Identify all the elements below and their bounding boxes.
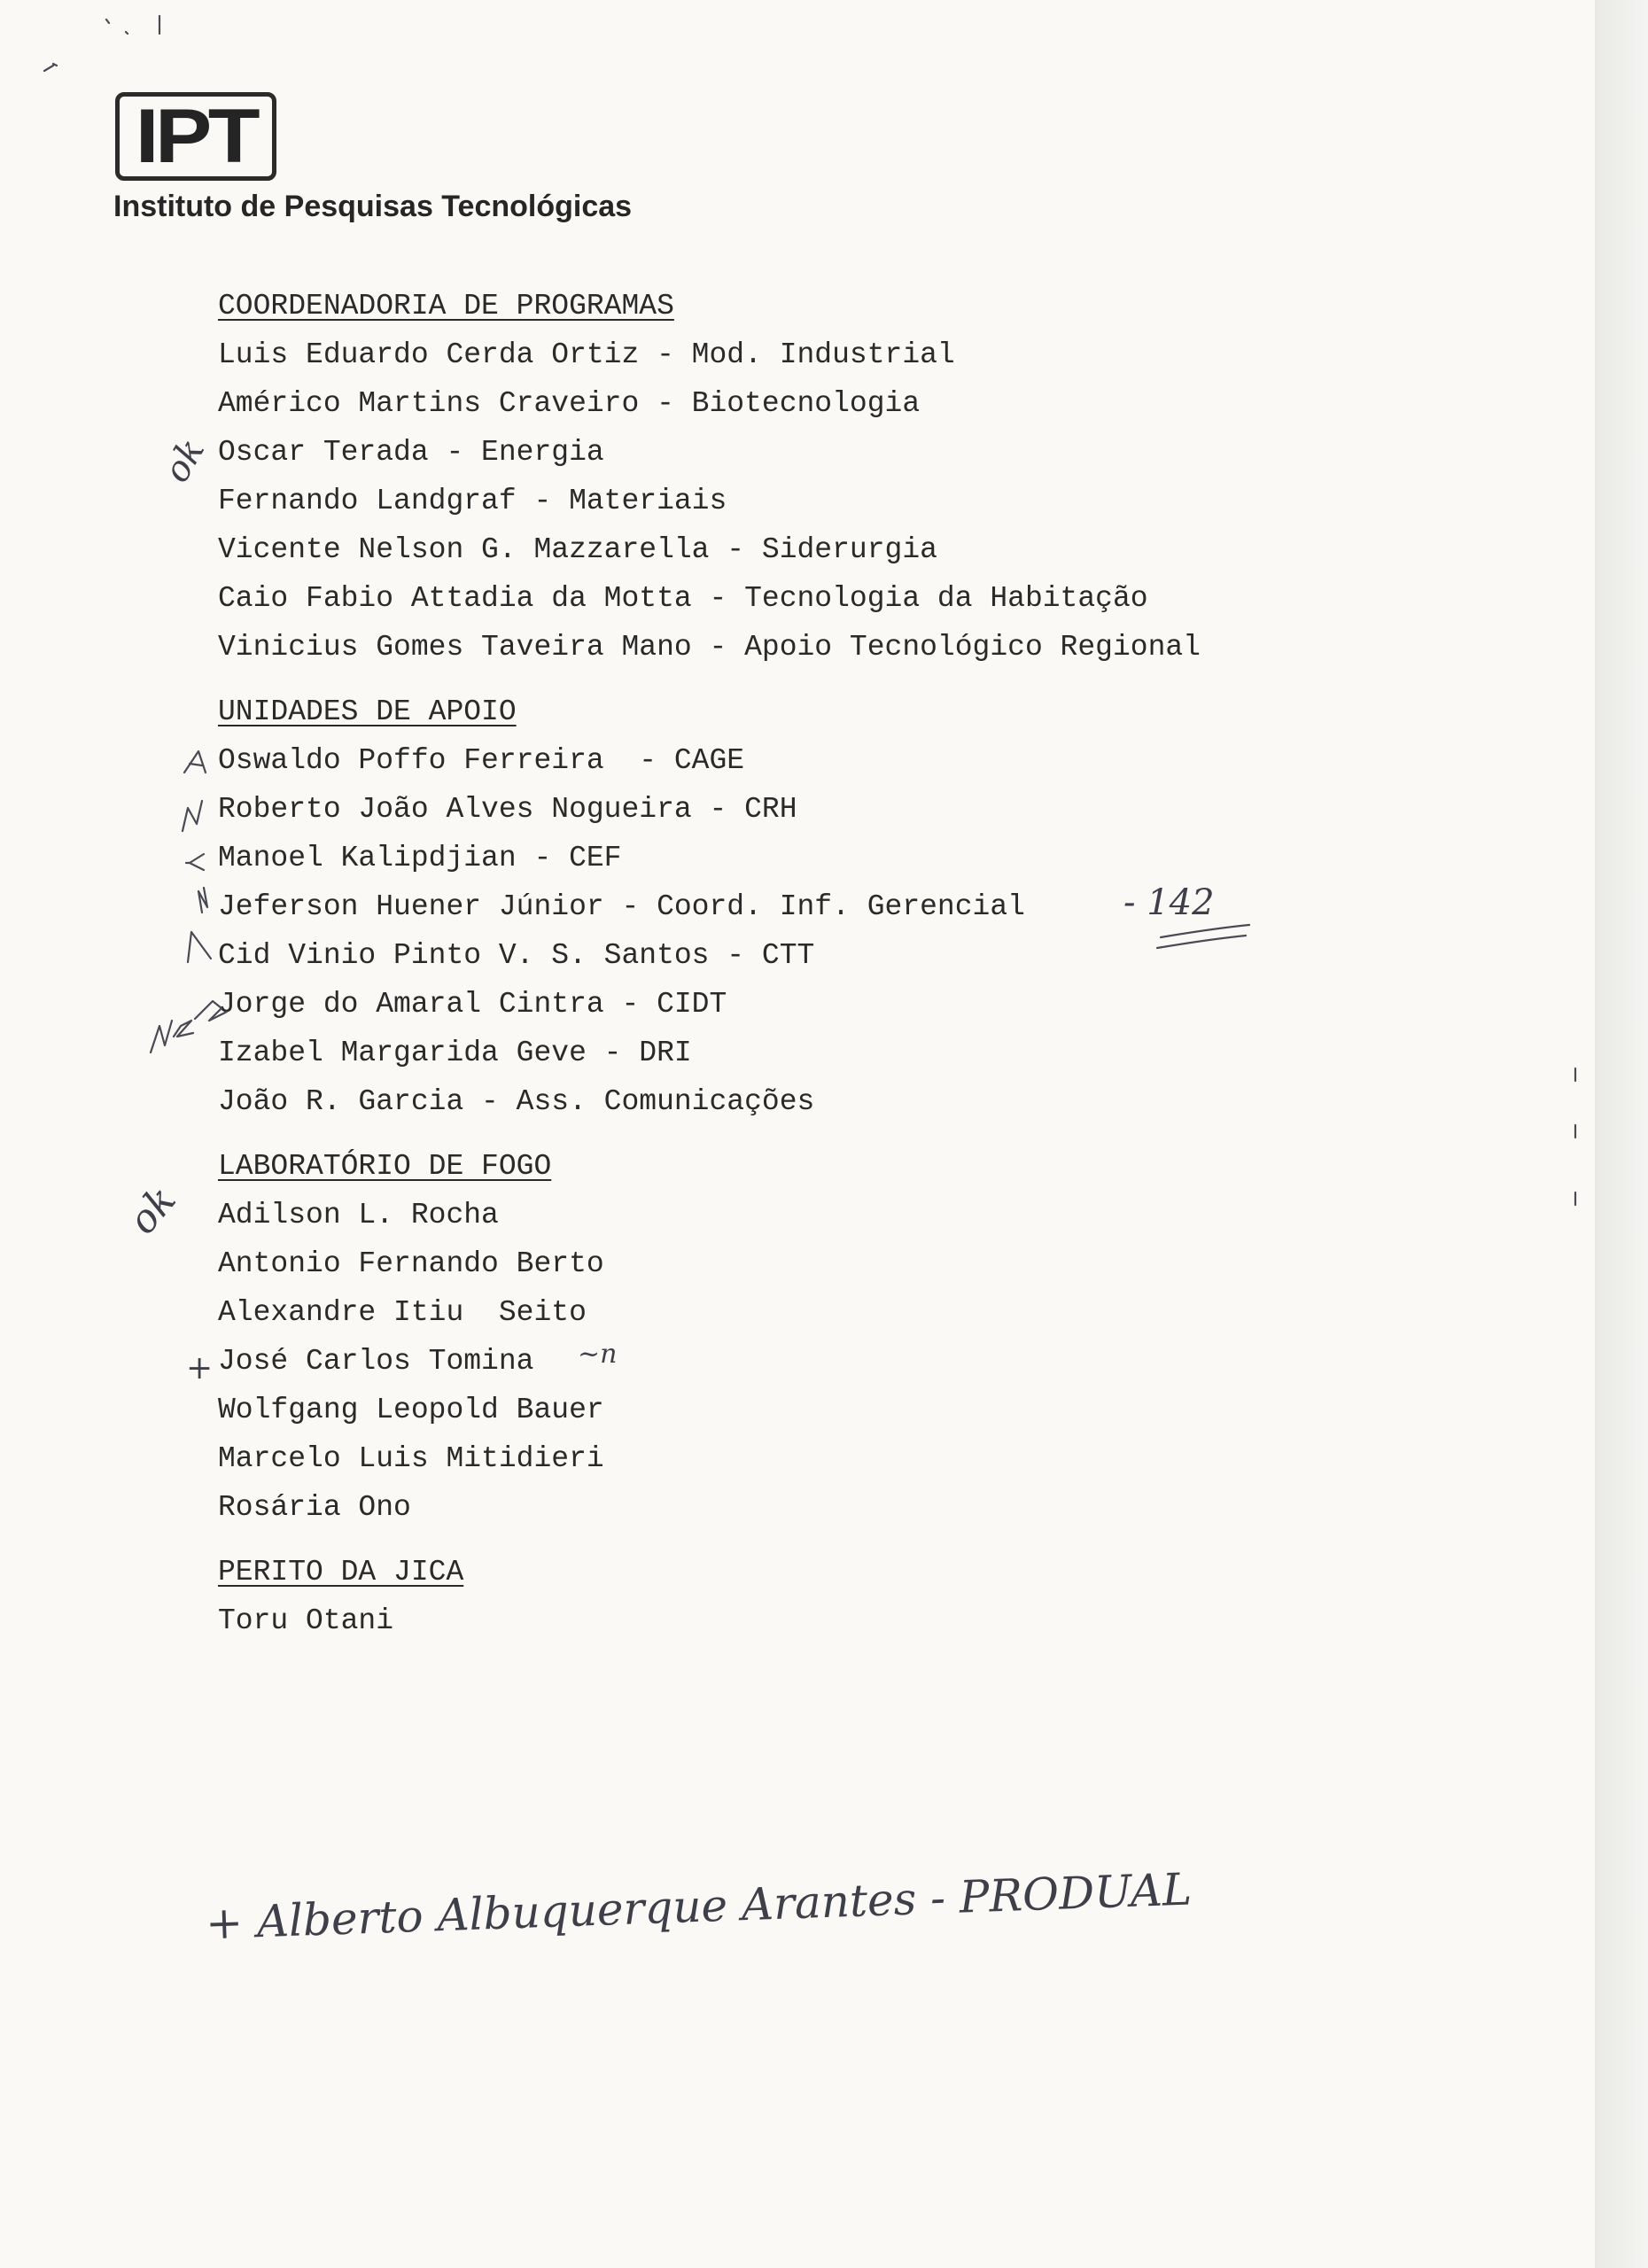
- section-unidades-de-apoio: [218, 687, 1547, 1126]
- list-item: Antonio Fernando Berto: [218, 1247, 604, 1280]
- page-edge: [1595, 0, 1648, 2268]
- section-heading: UNIDADES DE APOIO: [218, 695, 517, 728]
- list-item: Marcelo Luis Mitidieri: [218, 1442, 604, 1475]
- handwritten-ok: ok: [156, 431, 214, 490]
- section-heading: COORDENADORIA DE PROGRAMAS: [218, 290, 674, 322]
- list-item: Luis Eduardo Cerda Ortiz - Mod. Industrial: [218, 338, 955, 371]
- staff-list: [218, 282, 1547, 1645]
- section-laboratorio-de-fogo: [218, 1142, 1547, 1532]
- list-item: Oswaldo Poffo Ferreira - CAGE: [218, 744, 745, 777]
- list-item: Jorge do Amaral Cintra - CIDT: [218, 988, 727, 1021]
- list-item: João R. Garcia - Ass. Comunicações: [218, 1085, 815, 1118]
- list-item: Jeferson Huener Júnior - Coord. Inf. Gerencial: [218, 890, 1025, 923]
- list-item: Fernando Landgraf - Materiais: [218, 485, 727, 517]
- ipt-logo: [115, 92, 276, 181]
- handwritten-plus: +: [186, 1350, 214, 1386]
- list-item: Rosária Ono: [218, 1491, 411, 1524]
- list-item: José Carlos Tomina: [218, 1345, 534, 1378]
- list-item: Izabel Margarida Geve - DRI: [218, 1037, 692, 1069]
- list-item: Wolfgang Leopold Bauer: [218, 1394, 604, 1426]
- list-item: Cid Vinio Pinto V. S. Santos - CTT: [218, 939, 815, 972]
- handwritten-number: - 142: [1123, 882, 1215, 923]
- institution-name: Instituto de Pesquisas Tecnológicas: [113, 190, 633, 223]
- handwritten-tilde-note: ~n: [578, 1339, 618, 1370]
- list-item: Vinicius Gomes Taveira Mano - Apoio Tecnológico Regional: [218, 631, 1201, 664]
- handwritten-addendum: + Alberto Albuquerque Arantes - PRODUAL: [205, 1863, 1193, 1950]
- list-item: Caio Fabio Attadia da Motta - Tecnologia da Habitação: [218, 582, 1148, 615]
- list-item: Manoel Kalipdjian - CEF: [218, 842, 622, 874]
- list-item: Oscar Terada - Energia: [218, 436, 604, 469]
- list-item: Américo Martins Craveiro - Biotecnologia: [218, 387, 921, 420]
- list-item: Adilson L. Rocha: [218, 1199, 499, 1231]
- list-item: Roberto João Alves Nogueira - CRH: [218, 793, 797, 826]
- section-coordenadoria: [218, 282, 1547, 672]
- section-heading: LABORATÓRIO DE FOGO: [218, 1150, 552, 1183]
- section-heading: PERITO DA JICA: [218, 1556, 464, 1588]
- list-item: Alexandre Itiu Seito: [218, 1296, 587, 1329]
- list-item: Vicente Nelson G. Mazzarella - Siderurgia: [218, 533, 937, 566]
- section-perito-da-jica: [218, 1548, 1547, 1645]
- handwritten-ok: ok: [120, 1177, 185, 1243]
- logo-text: IPT: [135, 94, 257, 179]
- list-item: Toru Otani: [218, 1604, 394, 1637]
